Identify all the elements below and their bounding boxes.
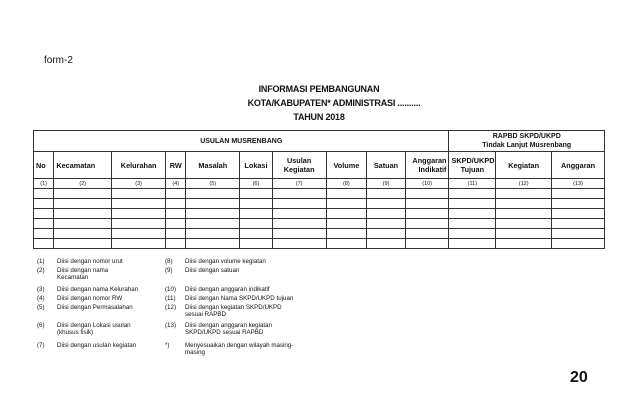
col-header: Kecamatan <box>54 152 112 179</box>
note-text: Diisi dengan kegiatan SKPD/UKPD sesuai RAPBD <box>185 304 282 319</box>
note-number: (1) <box>37 258 45 265</box>
title-line-1: INFORMASI PEMBANGUNAN <box>258 84 380 94</box>
note-text: Diisi dengan usulan kegiatan <box>57 342 137 349</box>
note-text: Diisi dengan anggaran indikatif <box>185 286 270 293</box>
col-header: Usulan Kegiatan <box>272 152 326 179</box>
note-number: (2) <box>37 267 45 274</box>
note-text: Menyesuaikan dengan wilayah masing-masing <box>185 342 294 357</box>
note-number: (13) <box>165 322 177 329</box>
note-number: (8) <box>165 258 173 265</box>
col-header: Satuan <box>367 152 406 179</box>
col-header: Lokasi <box>240 152 273 179</box>
col-number: (13) <box>552 179 605 189</box>
group-header-usulan: USULAN MUSRENBANG <box>34 131 449 152</box>
col-header: Volume <box>326 152 367 179</box>
col-number: (6) <box>240 179 273 189</box>
col-header: Anggaran <box>552 152 605 179</box>
note-number: (11) <box>165 295 176 302</box>
col-header: Masalah <box>186 152 240 179</box>
note-text: Diisi dengan nama Kecamatan <box>57 267 109 282</box>
col-header: No <box>34 152 54 179</box>
table-row <box>34 219 605 229</box>
table-row <box>34 199 605 209</box>
title-line-2: KOTA/KABUPATEN* ADMINISTRASI .......... <box>247 98 421 108</box>
col-number: (4) <box>166 179 186 189</box>
note-text: Diisi dengan anggaran kegiatan SKPD/UKPD sesuai RAPBD <box>185 322 273 337</box>
note-number: (6) <box>37 322 45 329</box>
col-number: (10) <box>405 179 449 189</box>
form-table <box>33 130 605 249</box>
col-header: Anggaran Indikatif <box>405 152 449 179</box>
group-header-rapbd-line1: RAPBD SKPD/UKPD <box>492 133 561 140</box>
col-number: (5) <box>186 179 240 189</box>
col-number: (11) <box>449 179 496 189</box>
note-text: Diisi dengan volume kegiatan <box>185 258 266 265</box>
table-row <box>34 239 605 249</box>
form-label: form-2 <box>44 55 73 66</box>
col-number: (7) <box>272 179 326 189</box>
table-row <box>34 189 605 199</box>
col-number: (1) <box>34 179 54 189</box>
note-number: *) <box>165 342 170 349</box>
col-number: (2) <box>54 179 112 189</box>
note-text: Diisi dengan nomor urut <box>57 258 123 265</box>
document-title-block <box>0 82 638 124</box>
note-text: Diisi dengan nama Kelurahan <box>57 286 139 293</box>
table-row <box>34 229 605 239</box>
note-text: Diisi dengan nomor RW <box>57 295 123 302</box>
col-number: (9) <box>367 179 406 189</box>
note-number: (9) <box>165 267 173 274</box>
group-header-rapbd-line2: Tindak Lanjut Musrenbang <box>482 142 572 149</box>
table-row <box>34 209 605 219</box>
page-number: 20 <box>570 369 588 386</box>
note-number: (7) <box>37 342 45 349</box>
title-line-3: TAHUN 2018 <box>293 112 345 122</box>
note-number: (12) <box>165 304 177 311</box>
col-number: (12) <box>496 179 552 189</box>
group-header-rapbd <box>449 131 605 152</box>
note-text: Diisi dengan Nama SKPD/UKPD tujuan <box>185 295 294 302</box>
col-number: (3) <box>112 179 166 189</box>
note-number: (4) <box>37 295 45 302</box>
col-header: RW <box>166 152 186 179</box>
note-text: Diisi dengan satuan <box>185 267 240 274</box>
note-text: Diisi dengan Lokasi usulan (khusus fisik) <box>57 322 131 337</box>
col-header: Kelurahan <box>112 152 166 179</box>
note-text: Diisi dengan Permasalahan <box>57 304 133 311</box>
note-number: (5) <box>37 304 45 311</box>
note-number: (10) <box>165 286 177 293</box>
col-number: (8) <box>326 179 367 189</box>
note-number: (3) <box>37 286 45 293</box>
col-header: Kegiatan <box>496 152 552 179</box>
col-header: SKPD/UKPD Tujuan <box>449 152 496 179</box>
